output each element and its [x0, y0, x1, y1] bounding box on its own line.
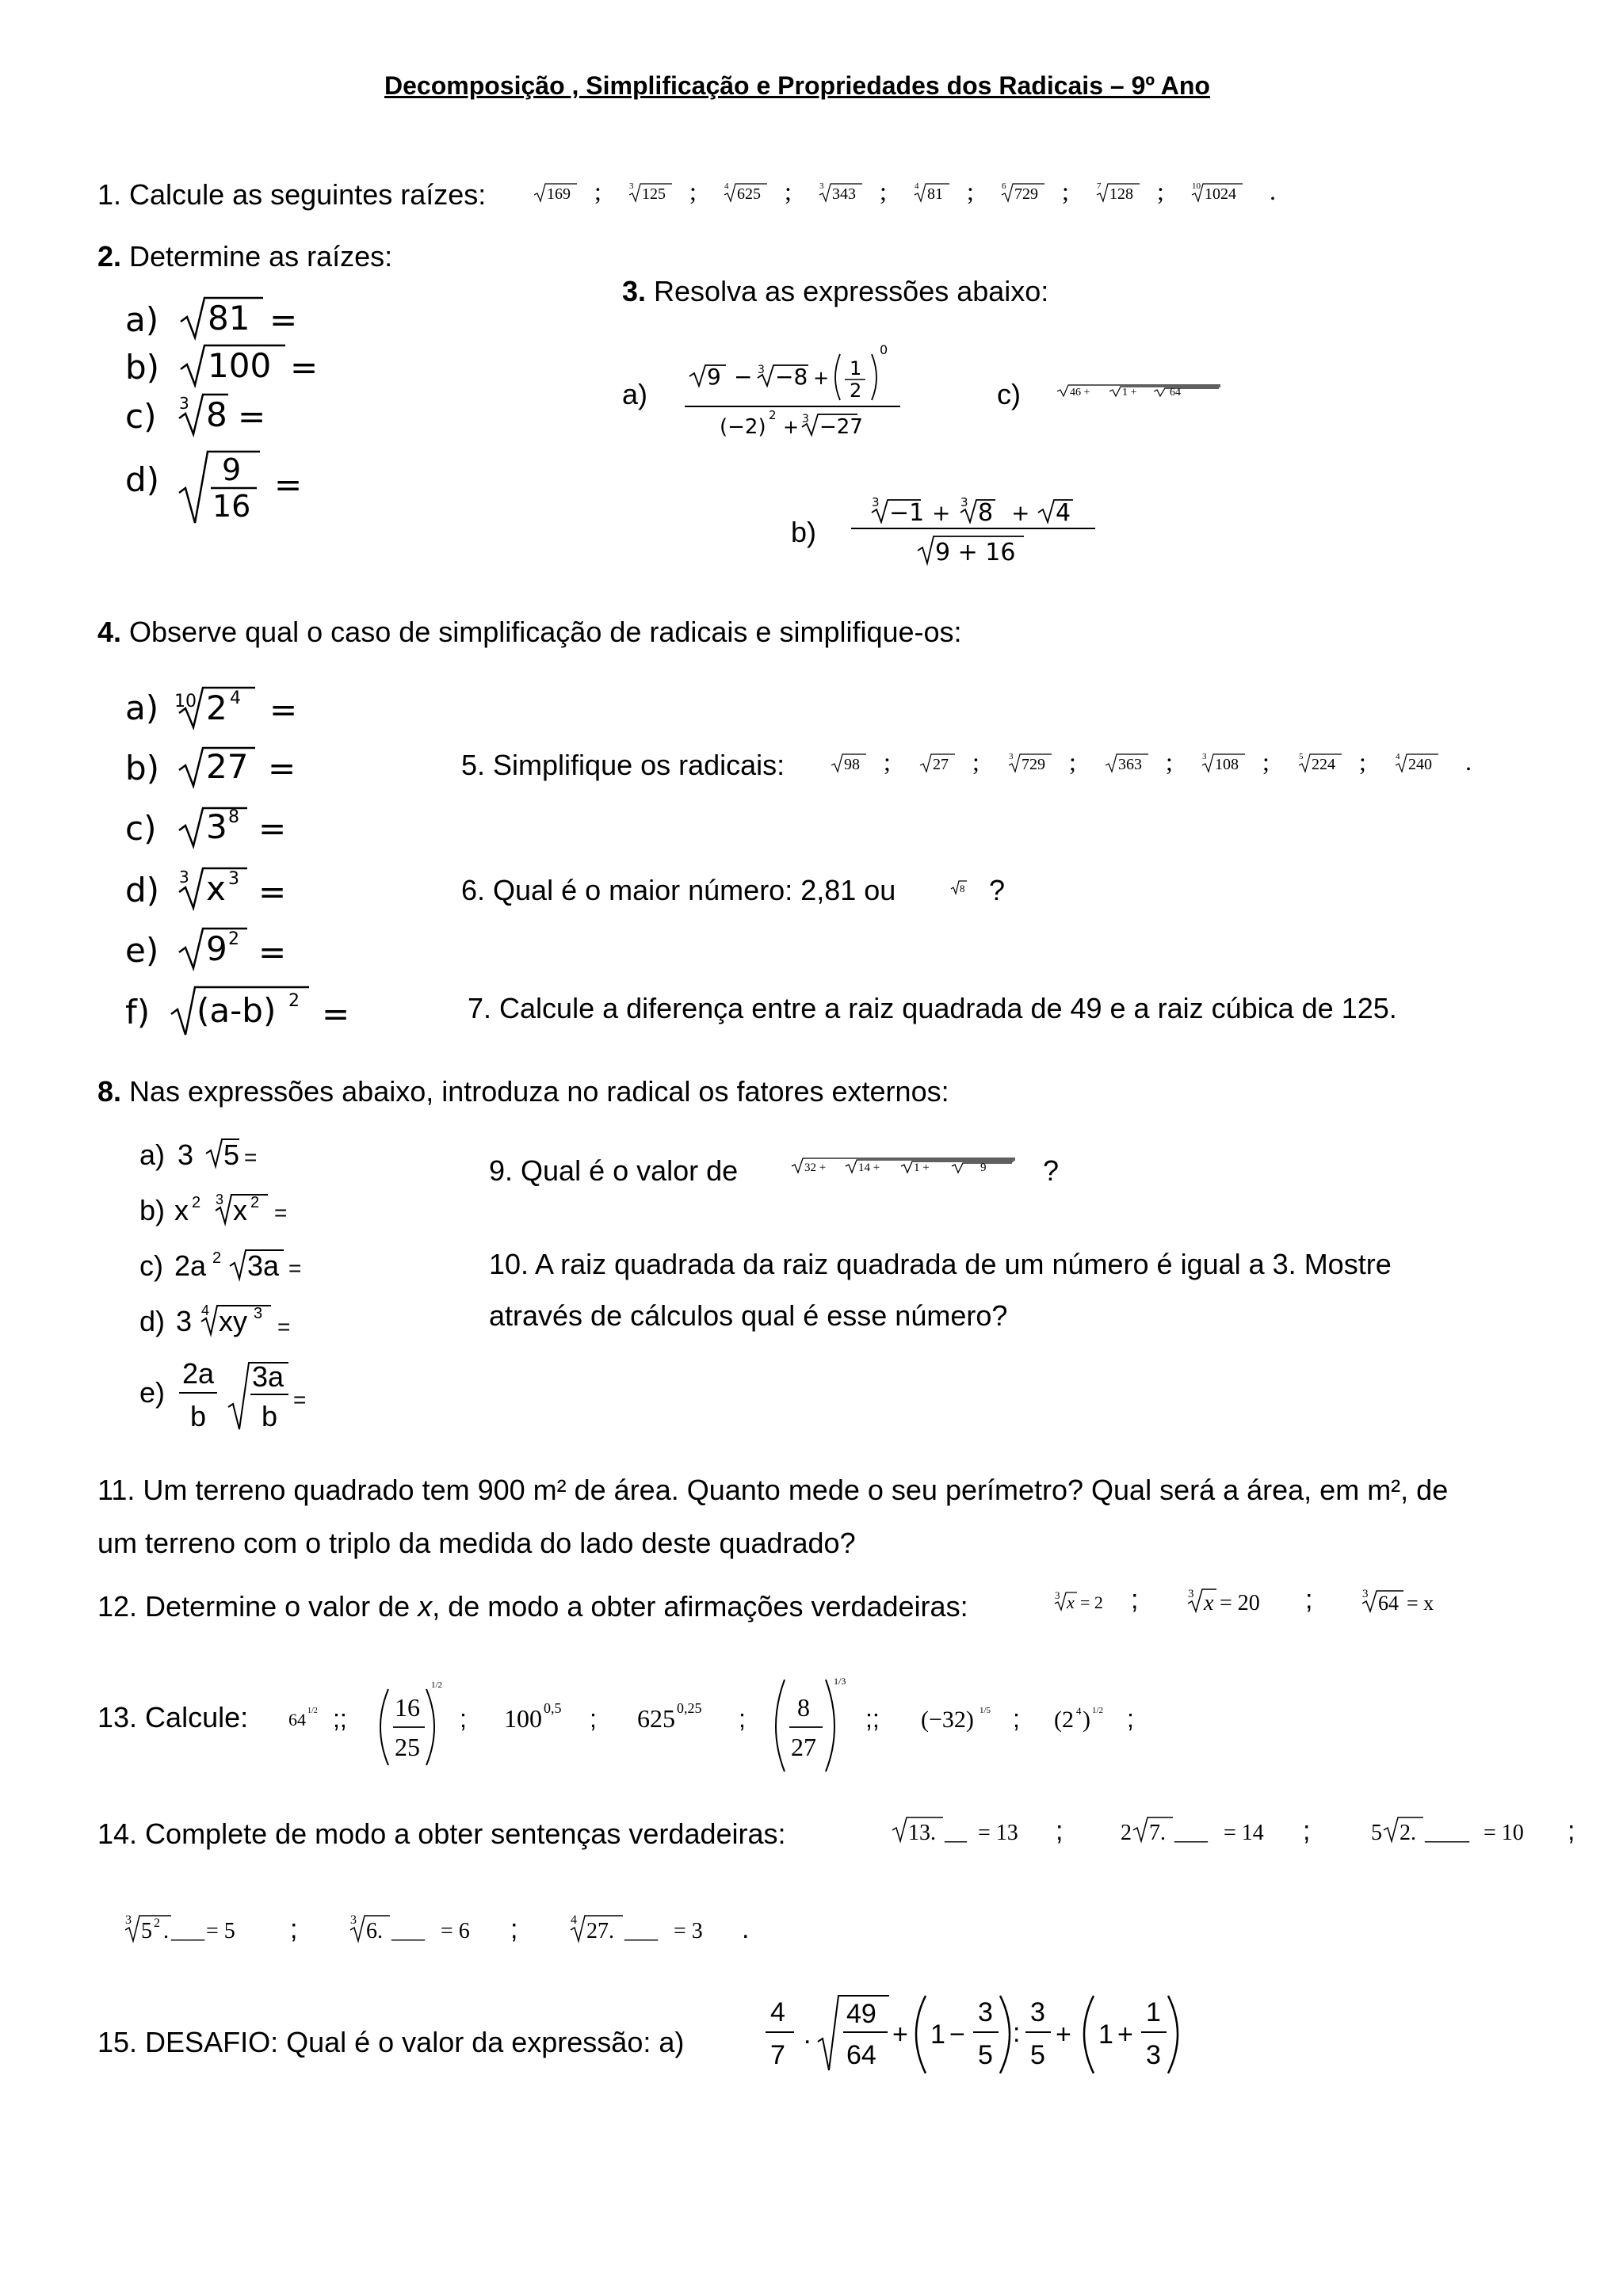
q14-e6-blank: ___	[624, 1919, 658, 1943]
q9-end: ?	[1043, 1154, 1060, 1187]
q13-dsep1: ;;	[333, 1704, 347, 1733]
q9-r2: 14 +	[858, 1161, 880, 1174]
q5-root-radicand: 363	[1118, 756, 1142, 773]
q4-b-radicand: 27	[206, 747, 249, 786]
q2-text: Determine as raízes:	[121, 240, 393, 273]
q8-e-fd: b	[190, 1400, 207, 1432]
q14-e1-rhs: = 13	[978, 1821, 1018, 1845]
q6-text: 6. Qual é o maior número: 2,81 ou	[461, 874, 896, 906]
q8-number: 8.	[97, 1075, 122, 1108]
q8-heading	[97, 1077, 949, 1106]
q12-sep1: ;	[1131, 1585, 1139, 1615]
q5-separator: ;	[1262, 747, 1270, 776]
q2-a-eq: =	[269, 300, 298, 339]
q12-e1-rhs: = 2	[1080, 1592, 1103, 1612]
q13-e7-inner: 4	[1076, 1705, 1082, 1717]
q12-sep2: ;	[1305, 1585, 1313, 1615]
q8-d-exp: 3	[254, 1305, 263, 1322]
q5-separator: ;	[884, 747, 891, 776]
q11-line1: 11. Um terreno quadrado tem 900 m² de área. Quanto mede o seu perímetro? Qual será a área, em m², de	[97, 1474, 1449, 1506]
q8-b-radicand: x	[233, 1194, 247, 1226]
q4-a-label: a)	[125, 688, 159, 727]
q14-end: .	[742, 1914, 750, 1944]
q3-b-r3: 4	[1056, 499, 1071, 527]
q14-e2-rhs: = 14	[1224, 1821, 1264, 1845]
q11-line2: um terreno com o triplo da medida do lado deste quadrado?	[97, 1527, 856, 1559]
q8-b-label: b)	[139, 1194, 166, 1226]
q4-d-index: 3	[179, 868, 189, 887]
q2-d-label: d)	[125, 460, 160, 499]
q8-e-eq: =	[293, 1387, 307, 1412]
q15-f2n: 3	[978, 1997, 993, 2027]
q8-e-rd: b	[262, 1400, 278, 1432]
q13-e3-exp: 0,5	[544, 1700, 562, 1716]
q14-sep1: ;	[1056, 1816, 1064, 1846]
q2-number: 2.	[97, 240, 122, 273]
q2-b-radicand: 100	[208, 346, 272, 385]
q13-dsep2: ;;	[865, 1704, 880, 1733]
q13-e7-close: )	[1083, 1707, 1090, 1733]
q14-e4-index: 3	[125, 1913, 132, 1927]
q14-e1-radicand: 13.	[908, 1821, 936, 1845]
q10-line2: através de cálculos qual é esse número?	[489, 1299, 1008, 1332]
q8-e-label: e)	[139, 1376, 166, 1409]
q1-separator: ;	[1062, 177, 1069, 205]
q12-e1-radicand: x	[1067, 1592, 1075, 1612]
q3-a-den-op: +	[783, 416, 800, 438]
q4-items	[119, 681, 404, 1046]
q1-separator: ;	[785, 177, 792, 205]
q14-e6-index: 4	[571, 1913, 577, 1927]
q5-roots	[828, 745, 1541, 784]
q8-d-label: d)	[139, 1305, 166, 1337]
q8-c-coef: 2a	[174, 1249, 207, 1282]
q13-e2-exp: 1/2	[431, 1680, 443, 1690]
q2-heading	[97, 242, 392, 271]
q9-text: 9. Qual é o valor de	[489, 1154, 739, 1187]
q12-var: x	[418, 1590, 433, 1623]
q13-e4-base: 625	[637, 1704, 675, 1733]
q13-e7-base: (2	[1054, 1707, 1074, 1733]
q6-end: ?	[989, 874, 1006, 906]
q12-e2-radicand: x	[1204, 1591, 1214, 1615]
q3-c-label: c)	[997, 378, 1021, 410]
q3-b-label: b)	[791, 516, 817, 548]
q3-c-r3: 64	[1170, 387, 1181, 399]
q15-f2d: 5	[978, 2040, 993, 2070]
q14-e3-rhs: = 10	[1484, 1821, 1524, 1845]
q4-c-eq: =	[258, 809, 287, 848]
q8-a-coef: 3	[178, 1138, 194, 1171]
q2-c-radicand: 8	[206, 395, 227, 434]
q15-expr	[761, 1985, 1252, 2088]
q14-sep2: ;	[1303, 1816, 1311, 1846]
q1-end-dot: .	[1270, 177, 1276, 205]
q1-root-radicand: 343	[832, 185, 856, 203]
q12-text-a: 12. Determine o valor de	[97, 1590, 418, 1623]
q14-e2-blank: ___	[1174, 1821, 1208, 1845]
q1-separator: ;	[967, 177, 974, 205]
q9-r4: 9	[980, 1161, 987, 1174]
q1-separator: ;	[880, 177, 887, 205]
q4-d-radicand: x	[206, 869, 226, 908]
q1-root-radicand: 169	[547, 185, 571, 203]
q8-d-index: 4	[201, 1302, 210, 1318]
page-title: Decomposição , Simplificação e Propriedades dos Radicais – 9º Ano	[384, 71, 1210, 100]
q13-e1-base: 64	[288, 1710, 306, 1730]
q2-c-eq: =	[238, 397, 266, 436]
q8-text: Nas expressões abaixo, introduza no radical os fatores externos:	[121, 1075, 949, 1108]
q1-root-radicand: 81	[927, 185, 943, 203]
q4-e-exp: 2	[228, 929, 239, 949]
q4-d-label: d)	[125, 871, 160, 910]
q8-b-coef: x	[174, 1194, 189, 1226]
q8-items	[135, 1133, 357, 1450]
q8-a-eq: =	[244, 1145, 258, 1169]
q3-b-r2: 8	[978, 499, 994, 527]
q15-f4n: 1	[1146, 1997, 1161, 2027]
q13-e5-exp: 1/3	[834, 1676, 846, 1687]
q6-root	[949, 875, 973, 902]
q1-root-index: 10	[1192, 181, 1201, 191]
q5-root-index: 4	[1396, 752, 1400, 761]
q15-rd: 64	[846, 2040, 876, 2070]
q4-c-exp: 8	[228, 807, 239, 827]
q8-b-exp: 2	[250, 1194, 260, 1211]
q13-e5-den: 27	[791, 1733, 816, 1761]
q1-root-radicand: 1024	[1205, 185, 1236, 203]
q4-a-exp: 4	[230, 688, 241, 708]
q2-b-label: b)	[125, 348, 160, 387]
q8-a-label: a)	[139, 1138, 166, 1171]
q8-c-label: c)	[139, 1249, 163, 1282]
q12-e3-rhs: = x	[1407, 1592, 1434, 1615]
q3-c-r2: 1 +	[1122, 387, 1137, 399]
q6-radicand: 8	[960, 883, 965, 894]
q2-b-eq: =	[290, 348, 319, 387]
q14-sep3: ;	[1568, 1816, 1575, 1846]
q3-b-i2: 3	[960, 495, 968, 509]
q15-f3n: 3	[1030, 1997, 1045, 2027]
q3-a-op2: +	[813, 367, 830, 389]
q13-e6-exp: 1/5	[980, 1706, 991, 1715]
q14-e5-blank: ___	[391, 1919, 425, 1943]
q15-one2: 1	[1098, 2019, 1113, 2050]
q13-sep1: ;	[460, 1704, 467, 1733]
q5-root-index: 3	[1202, 752, 1207, 761]
q5-root-radicand: 108	[1215, 756, 1239, 773]
q13-e5-num: 8	[797, 1693, 810, 1722]
q2-c-label: c)	[125, 397, 157, 436]
q1-separator: ;	[1157, 177, 1164, 205]
q3-a-r2: −8	[775, 364, 808, 390]
q13-sep4: ;	[1013, 1704, 1020, 1733]
q2-d-den: 16	[212, 489, 251, 524]
q4-e-eq: =	[258, 933, 287, 971]
q4-e-label: e)	[125, 931, 159, 970]
q14-e5-radicand: 6.	[366, 1919, 383, 1943]
q9-expr	[789, 1154, 1026, 1180]
q13-e2-num: 16	[395, 1693, 420, 1722]
q3-c-expr	[1054, 380, 1236, 404]
q14-e4-rhs: = 5	[206, 1919, 235, 1943]
q2-a-label: a)	[125, 300, 159, 339]
q5-separator: ;	[1069, 747, 1076, 776]
q3-a-den-i: 3	[802, 413, 809, 425]
q8-d-radicand: xy	[219, 1305, 247, 1337]
q8-c-coef-exp: 2	[212, 1249, 222, 1267]
q13-sep3: ;	[739, 1704, 746, 1733]
q8-e-rn: 3a	[252, 1360, 285, 1393]
q3-b-expr	[848, 487, 1109, 574]
q3-a-expr	[682, 337, 919, 448]
q3-a-den-r: −27	[819, 415, 863, 439]
q3-b-op2: +	[1011, 500, 1030, 526]
q15-f4d: 3	[1146, 2040, 1161, 2070]
q15-rn: 49	[846, 1999, 876, 2029]
q4-c-label: c)	[125, 809, 157, 848]
q2-items	[119, 293, 357, 539]
q3-a-fd: 2	[850, 379, 862, 402]
q15-f1d: 7	[770, 2040, 785, 2070]
q5-root-index: 3	[1009, 752, 1014, 761]
q5-separator: ;	[1359, 747, 1366, 776]
q1-root-index: 3	[629, 181, 634, 191]
q15-plus1: +	[892, 2019, 908, 2050]
q4-f-exp: 2	[288, 991, 300, 1011]
q9-r3: 1 +	[914, 1161, 930, 1174]
q13-e2-den: 25	[395, 1733, 420, 1761]
q15-minus: −	[949, 2019, 965, 2050]
q3-a-op1: −	[734, 364, 753, 390]
q3-a-r1: 9	[707, 364, 721, 390]
q8-d-eq: =	[277, 1314, 291, 1339]
q2-d-num: 9	[222, 452, 242, 487]
q8-c-radicand: 3a	[247, 1249, 280, 1282]
q14-e4-tail: .	[163, 1919, 169, 1943]
q3-a-i2: 3	[758, 364, 765, 376]
q5-end-dot: .	[1465, 747, 1472, 776]
q14-e4-blank: ___	[171, 1919, 204, 1943]
q14-e3-blank: ____	[1425, 1821, 1469, 1845]
q13-sep5: ;	[1127, 1704, 1134, 1733]
q4-f-label: f)	[125, 993, 151, 1032]
q13-e4-exp: 0,25	[677, 1700, 702, 1716]
q15-one1: 1	[930, 2019, 945, 2050]
q1-root-radicand: 128	[1109, 185, 1133, 203]
q14-exprs-row1	[888, 1810, 1593, 1857]
q3-a-fn: 1	[850, 357, 862, 379]
q15-f3d: 5	[1030, 2040, 1045, 2070]
q14-e5-index: 3	[350, 1913, 357, 1927]
q12-exprs	[1050, 1585, 1462, 1624]
q13-e6-base: (−32)	[921, 1707, 974, 1733]
q12-e2-rhs: = 20	[1220, 1591, 1260, 1615]
q14-e4-exp: 2	[154, 1917, 160, 1930]
q8-e-fn: 2a	[182, 1357, 215, 1390]
q14-e2-radicand: 7.	[1149, 1821, 1166, 1845]
q8-a-radicand: 5	[223, 1138, 240, 1171]
q13-e7-exp: 1/2	[1092, 1706, 1104, 1715]
q4-c-radicand: 3	[206, 807, 227, 846]
q14-e5-rhs: = 6	[441, 1919, 470, 1943]
q1-separator: ;	[689, 177, 697, 205]
q14-e4-radicand: 5	[141, 1919, 152, 1943]
q14-e6-rhs: = 3	[674, 1919, 703, 1943]
q12-e3-radicand: 64	[1378, 1592, 1399, 1615]
q5-text: 5. Simplifique os radicais:	[461, 749, 785, 781]
q3-a-label: a)	[622, 378, 648, 410]
q4-e-radicand: 9	[206, 929, 227, 968]
q1-root-index: 4	[915, 181, 919, 191]
q3-b-i1: 3	[872, 495, 880, 509]
q4-d-exp: 3	[228, 869, 239, 889]
q1-root-index: 3	[819, 181, 824, 191]
q1-root-index: 4	[724, 181, 729, 191]
q5-root-radicand: 729	[1022, 756, 1045, 773]
q3-b-op1: +	[932, 500, 951, 526]
q1-separator: ;	[594, 177, 601, 205]
q1-root-index: 7	[1097, 181, 1102, 191]
q4-f-radicand: (a-b)	[197, 991, 277, 1030]
q3-heading	[622, 277, 1048, 306]
q12-e2-index: 3	[1188, 1588, 1194, 1600]
q13-sep2: ;	[590, 1704, 597, 1733]
q4-a-radicand: 2	[206, 688, 227, 727]
q15-div: :	[1013, 2018, 1021, 2048]
q13-e3-base: 100	[504, 1704, 542, 1733]
q5-root-index: 5	[1299, 752, 1304, 761]
q3-c-r1: 46 +	[1070, 387, 1090, 399]
q4-f-eq: =	[322, 994, 350, 1033]
q1-root-radicand: 625	[737, 185, 761, 203]
q1-root-radicand: 125	[642, 185, 666, 203]
q14-e3-radicand: 2.	[1400, 1821, 1416, 1845]
q5-root-radicand: 224	[1312, 756, 1335, 773]
q12-e3-index: 3	[1362, 1588, 1369, 1600]
q5-separator: ;	[1166, 747, 1173, 776]
q15-plus3: +	[1117, 2019, 1133, 2050]
q4-d-eq: =	[258, 872, 287, 911]
q13-e1-exp: 1/2	[307, 1707, 318, 1715]
q1-root-index: 6	[1002, 181, 1006, 191]
q4-b-label: b)	[125, 749, 160, 788]
q4-heading	[97, 618, 962, 646]
q14-sep5: ;	[510, 1914, 518, 1944]
q14-e6-radicand: 27.	[586, 1919, 614, 1943]
q12-text-b: , de modo a obter afirmações verdadeiras:	[432, 1590, 968, 1623]
q5-root-radicand: 240	[1408, 756, 1432, 773]
q2-d-eq: =	[274, 465, 303, 504]
q14-e1-blank: __	[945, 1821, 967, 1845]
q3-text: Resolva as expressões abaixo:	[646, 275, 1049, 307]
q14-e2-coef: 2	[1121, 1821, 1132, 1845]
q4-a-index: 10	[174, 692, 197, 711]
q4-number: 4.	[97, 616, 122, 648]
q7-text: 7. Calcule a diferença entre a raiz quadrada de 49 e a raiz cúbica de 125.	[468, 992, 1397, 1024]
q3-a-exp: 0	[880, 342, 888, 357]
q14-sep4: ;	[290, 1914, 298, 1944]
q3-b-r1: −1	[889, 499, 925, 527]
q5-root-radicand: 27	[933, 756, 949, 773]
q15-f1n: 4	[770, 1997, 785, 2027]
q15-dot: .	[804, 2019, 812, 2050]
q1-text: 1. Calcule as seguintes raízes:	[97, 178, 487, 211]
q8-b-eq: =	[274, 1200, 288, 1225]
q8-c-eq: =	[288, 1256, 302, 1280]
q4-b-eq: =	[268, 749, 296, 788]
q3-a-den-base: (−2)	[720, 415, 766, 439]
q8-d-coef: 3	[176, 1305, 193, 1337]
q3-b-den: 9 + 16	[935, 539, 1016, 566]
q15-plus2: +	[1056, 2019, 1071, 2050]
q10-line1: 10. A raiz quadrada da raiz quadrada de um número é igual a 3. Mostre	[489, 1248, 1392, 1280]
q1-roots	[531, 174, 1323, 214]
q4-text: Observe qual o caso de simplificação de radicais e simplifique-os:	[121, 616, 962, 648]
q3-a-den-exp: 2	[769, 408, 777, 422]
q2-a-radicand: 81	[208, 299, 250, 338]
q8-b-coef-exp: 2	[192, 1194, 201, 1211]
q9-r1: 32 +	[804, 1161, 827, 1174]
q12-text	[97, 1592, 968, 1621]
q14-text: 14. Complete de modo a obter sentenças verdadeiras:	[97, 1817, 786, 1850]
q12-e1-index: 3	[1055, 1589, 1060, 1601]
q1-root-radicand: 729	[1014, 185, 1038, 203]
q2-c-index: 3	[179, 394, 189, 413]
q13-exprs	[284, 1664, 1155, 1775]
q13-text: 13. Calcule:	[97, 1701, 249, 1733]
q8-b-index: 3	[216, 1192, 224, 1207]
q4-a-eq: =	[269, 690, 298, 729]
q5-separator: ;	[972, 747, 980, 776]
q5-root-radicand: 98	[844, 756, 860, 773]
q14-e3-coef: 5	[1371, 1821, 1382, 1845]
q3-number: 3.	[622, 275, 647, 307]
q15-text: 15. DESAFIO: Qual é o valor da expressão: a)	[97, 2026, 685, 2058]
q14-exprs-row2	[119, 1906, 769, 1954]
